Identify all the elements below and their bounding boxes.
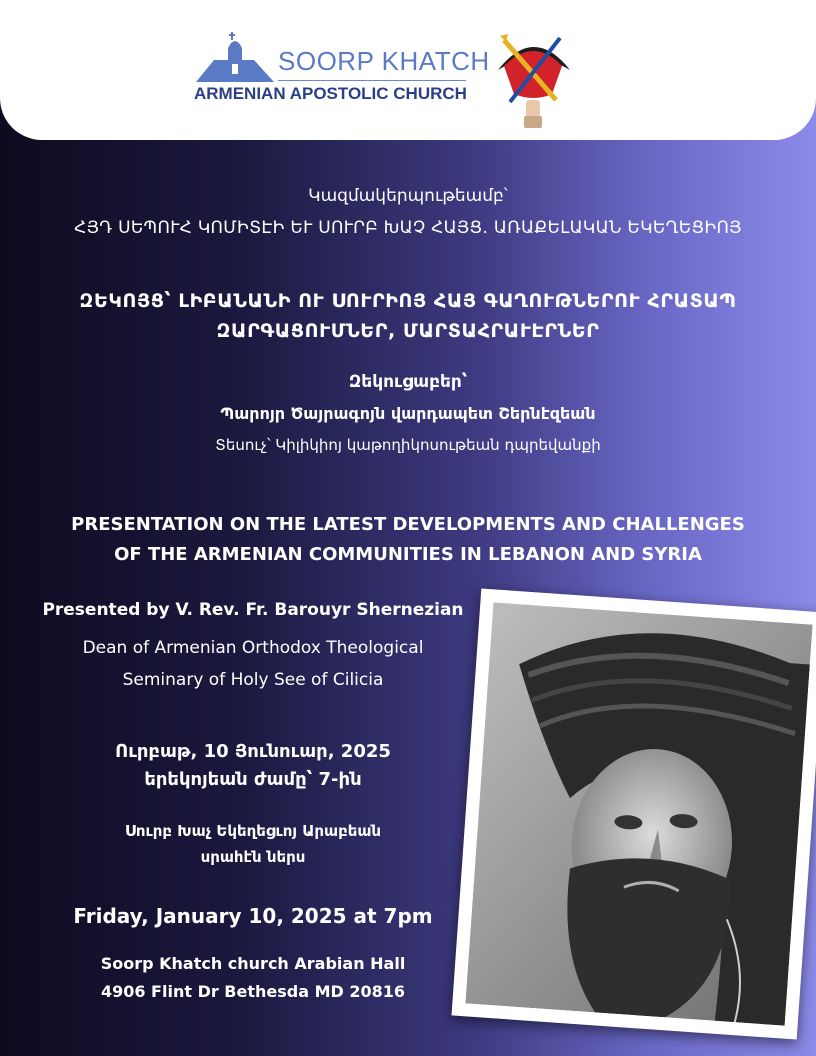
english-presenter-name: Presented by V. Rev. Fr. Barouyr Shernezian bbox=[42, 600, 464, 620]
armenian-organizers: ՀՅԴ ՍԵՊՈՒՀ ԿՈՄԻՏԷԻ ԵՒ ՍՈՒՐԲ ԽԱՉ ՀԱՅՑ. ԱՌԱՔԵԼԱԿԱՆ ԵԿԵՂԵՑԻՈՅ bbox=[74, 218, 742, 238]
armenian-title bbox=[0, 286, 816, 346]
english-role-line-2: Seminary of Holy See of Cilicia bbox=[122, 670, 384, 690]
logo-divider bbox=[278, 80, 466, 81]
armenian-venue-line-1: Սուրբ Խաչ Եկեղեցւոյ Արաբեան bbox=[124, 822, 382, 840]
arf-emblem-icon bbox=[490, 20, 576, 136]
header-band bbox=[0, 140, 816, 158]
header-banner bbox=[0, 0, 816, 140]
english-venue bbox=[20, 950, 486, 1006]
english-title bbox=[0, 510, 816, 570]
armenian-date-line-1: Ուրբաթ, 10 Յունուար, 2025 bbox=[115, 741, 391, 762]
armenian-organizer-label: Կազմակերպութեամբ՝ bbox=[308, 186, 508, 206]
english-venue-line-2: 4906 Flint Dr Bethesda MD 20816 bbox=[100, 982, 406, 1001]
english-title-line-1: PRESENTATION ON THE LATEST DEVELOPMENTS AND CHALLENGES bbox=[71, 514, 745, 535]
english-date: Friday, January 10, 2025 at 7pm bbox=[73, 904, 433, 928]
logo-subtitle: ARMENIAN APOSTOLIC CHURCH bbox=[194, 84, 467, 103]
armenian-title-line-1: ԶԵԿՈՅՑ՝ ԼԻԲԱՆԱՆԻ ՈՒ ՍՈՒՐԻՈՅ ՀԱՅ ԳԱՂՈՒԹՆԵՐՈՒ ՀՐԱՏԱՊ bbox=[79, 290, 737, 312]
english-venue-line-1: Soorp Khatch church Arabian Hall bbox=[100, 954, 406, 973]
english-presenter-role bbox=[20, 632, 486, 696]
english-role-line-1: Dean of Armenian Orthodox Theological bbox=[82, 638, 424, 658]
armenian-title-line-2: ԶԱՐԳԱՑՈՒՄՆԵՐ, ՄԱՐՏԱՀՐԱՒԷՐՆԵՐ bbox=[216, 320, 600, 342]
priest-portrait-icon bbox=[465, 602, 812, 1025]
armenian-venue bbox=[20, 818, 486, 870]
church-icon bbox=[194, 30, 276, 86]
soorp-khatch-logo[interactable] bbox=[194, 26, 490, 108]
armenian-presenter-role: Տեսուչ՝ Կիլիկիոյ կաթողիկոսութեան դպրեվանքի bbox=[215, 436, 601, 454]
armenian-date-line-2: երեկոյեան ժամը՝ 7-ին bbox=[144, 769, 362, 790]
logo-name: SOORP KHATCH bbox=[278, 46, 490, 76]
armenian-presenter-label: Զեկուցաբեր՝ bbox=[348, 372, 468, 392]
english-title-line-2: OF THE ARMENIAN COMMUNITIES IN LEBANON AND SYRIA bbox=[114, 544, 702, 565]
armenian-venue-line-2: սրահէն ներս bbox=[200, 848, 306, 866]
armenian-presenter-name: Պարոյր Ծայրագոյն վարդապետ Շերնէզեան bbox=[220, 404, 596, 423]
armenian-date bbox=[20, 738, 486, 794]
presenter-photo bbox=[451, 588, 816, 1039]
